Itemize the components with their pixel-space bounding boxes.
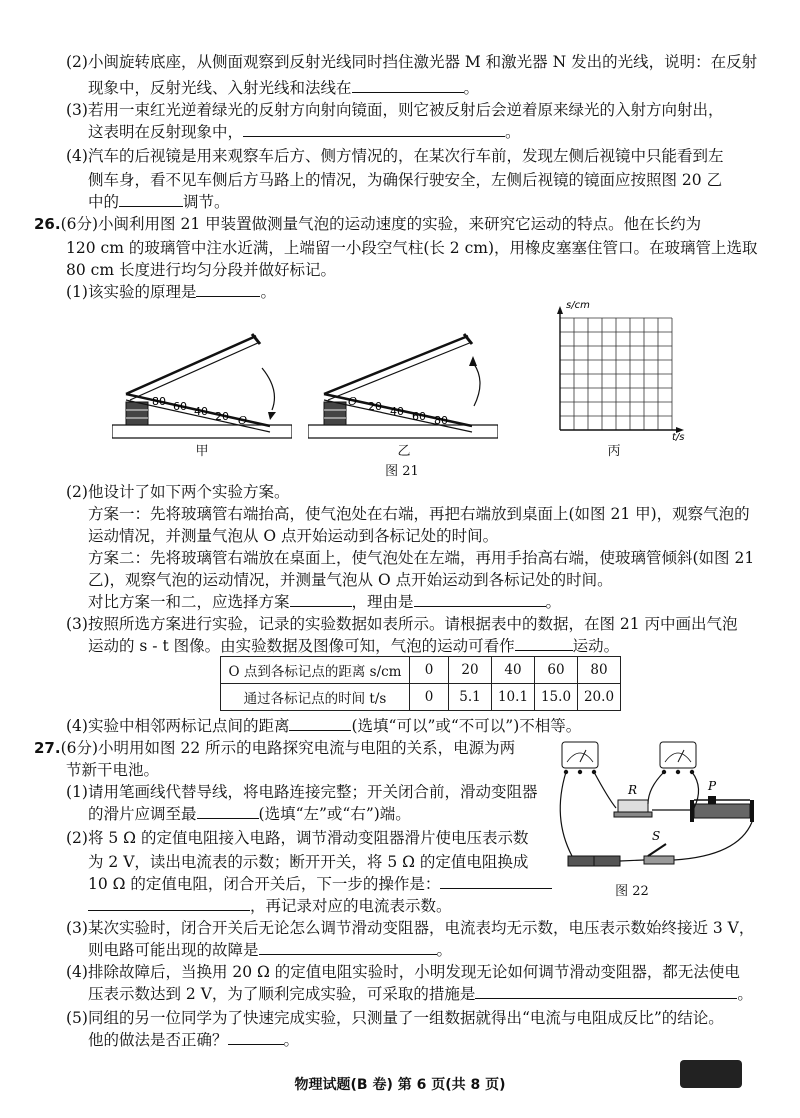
q27-p1-line1: (1)请用笔画线代替导线，将电路连接完整；开关闭合前，滑动变阻器 xyxy=(66,783,538,801)
q25-p3-text: 这表明在反射现象中， xyxy=(88,123,244,141)
q27-p4-end: 。 xyxy=(737,985,753,1003)
q26-plan1-line1: 方案一：先将玻璃管右端抬高，使气泡处在右端，再把右端放到桌面上(如图 21 甲)，观察气泡的 xyxy=(88,505,750,523)
fig-b-mark-5: 80 xyxy=(434,414,448,427)
table-cell: 5.1 xyxy=(449,684,492,711)
table-cell: 40 xyxy=(492,657,535,684)
q27-p2-line3 xyxy=(88,874,552,894)
table-cell: 20 xyxy=(449,657,492,684)
q25-p2-line1: (2)小闽旋转底座，从侧面观察到反射光线同时挡住激光器 M 和激光器 N 发出的光线，说明：在反射 xyxy=(66,53,758,71)
switch-icon xyxy=(644,844,674,864)
q26-compare-end: 。 xyxy=(545,593,562,611)
q26-p3-text: 运动的 s - t 图像。由实验数据及图像可知，气泡的运动可看作 xyxy=(88,637,515,655)
q27-p5-text: 他的做法是否正确？ xyxy=(88,1031,228,1049)
q27-p2-blank-1[interactable] xyxy=(440,874,552,889)
q26-plan1-line2: 运动情况，并测量气泡从 O 点开始运动到各标记处的时间。 xyxy=(88,527,499,545)
fig-b-mark-1: O xyxy=(348,395,358,408)
q26-p3-blank[interactable] xyxy=(515,636,573,651)
q27-p3-text: 则电路可能出现的故障是 xyxy=(88,941,259,959)
table-cell: 通过各标记点的时间 t/s xyxy=(221,684,410,711)
label-r: R xyxy=(628,783,638,797)
figure-21-c-grid xyxy=(548,298,688,442)
table-cell: 0 xyxy=(410,684,449,711)
q26-p4 xyxy=(66,716,581,736)
q25-p4-line2: 侧车身，看不见车侧后方马路上的情况，为确保行驶安全，左侧后视镜的镜面应按照图 20 乙 xyxy=(88,171,723,189)
fig-a-mark-2: 60 xyxy=(173,400,187,413)
q27-number: 27. xyxy=(34,739,61,757)
q26-p4-blank[interactable] xyxy=(289,716,351,731)
q27-p3-line1: (3)某次实验时，闭合开关后无论怎么调节滑动变阻器，电流表均无示数，电压表示数始终接近 3 V， xyxy=(66,919,755,937)
q25-p2-end: 。 xyxy=(463,79,480,97)
q26-intro-line3: 80 cm 长度进行均匀分段并做好标记。 xyxy=(66,261,336,279)
q25-p4-text: 中的 xyxy=(88,193,120,211)
table-cell: 20.0 xyxy=(578,684,621,711)
q27-p4-text: 压表示数达到 2 V，为了顺利完成实验，可采取的措施是 xyxy=(88,985,476,1003)
figure-22-circuit xyxy=(548,738,758,878)
q27-p5-blank[interactable] xyxy=(228,1030,284,1045)
q26-compare xyxy=(88,592,561,612)
q25-p3-end: 。 xyxy=(505,123,521,141)
figure-21-caption: 图 21 xyxy=(385,464,419,479)
fig-a-mark-5: O xyxy=(238,414,248,427)
q26-p3-end: 运动。 xyxy=(572,637,620,655)
q27-p5-end: 。 xyxy=(283,1031,300,1049)
page-footer: 物理试题(B 卷) 第 6 页(共 8 页) xyxy=(294,1077,506,1093)
q25-p2-text: 现象中，反射光线、入射光线和法线在 xyxy=(88,79,352,97)
q26-intro-line1 xyxy=(34,214,701,234)
graph-y-label: s/cm xyxy=(566,300,590,311)
table-cell: 15.0 xyxy=(535,684,578,711)
q26-p2-title: (2)他设计了如下两个实验方案。 xyxy=(66,483,290,501)
fig-c-label: 丙 xyxy=(607,444,621,459)
fig-b-mark-3: 40 xyxy=(390,405,404,418)
table-row xyxy=(221,657,621,684)
label-p: P xyxy=(708,779,717,793)
q27-p1-end: (选填“左”或“右”)端。 xyxy=(258,805,411,823)
q27-p2-end: ，再记录对应的电流表示数。 xyxy=(250,897,452,915)
q27-intro-line2: 节新干电池。 xyxy=(66,761,160,779)
fig-a-mark-3: 40 xyxy=(194,405,208,418)
q26-p1-text: (1)该实验的原理是 xyxy=(66,283,197,301)
graph-x-label: t/s xyxy=(672,432,685,442)
q26-compare-blank-1[interactable] xyxy=(290,592,352,607)
q25-p3-blank[interactable] xyxy=(243,122,505,137)
q25-p2-blank[interactable] xyxy=(352,78,464,93)
label-s: S xyxy=(652,829,661,843)
q25-p4-end: 调节。 xyxy=(183,193,230,211)
q26-p4-text: (4)实验中相邻两标记点间的距离 xyxy=(66,717,290,735)
q27-p5-line2 xyxy=(88,1030,299,1050)
q26-plan2-line2: 乙)，观察气泡的运动情况，并测量气泡从 O 点开始运动到各标记处的时间。 xyxy=(88,571,613,589)
ammeter-icon xyxy=(562,742,598,774)
q27-p3-end: 。 xyxy=(436,941,453,959)
q25-p4-line3 xyxy=(88,192,230,212)
fixed-resistor-icon xyxy=(614,800,652,817)
fig-a-mark-1: 80 xyxy=(152,395,166,408)
q26-compare-blank-2[interactable] xyxy=(414,592,546,607)
q27-p2-text: 10 Ω 的定值电阻，闭合开关后，下一步的操作是： xyxy=(88,875,441,893)
q26-p1-blank[interactable] xyxy=(196,282,260,297)
q26-compare-reason: ，理由是 xyxy=(351,593,414,611)
q27-p4-line2 xyxy=(88,984,753,1004)
q27-p4-blank[interactable] xyxy=(475,984,737,999)
rheostat-icon xyxy=(690,796,754,822)
q25-p2-line2 xyxy=(88,78,479,98)
q26-p3-line2 xyxy=(88,636,619,656)
voltmeter-icon xyxy=(660,742,696,774)
q27-p3-line2 xyxy=(88,940,452,960)
fig-b-mark-4: 60 xyxy=(412,410,426,423)
q26-intro1: (6分)小闽利用图 21 甲装置做测量气泡的运动速度的实验，来研究它运动的特点。他在长约为 xyxy=(60,215,702,233)
table-cell: O 点到各标记点的距离 s/cm xyxy=(221,657,410,684)
q26-data-table xyxy=(220,656,621,711)
q27-p2-line2: 为 2 V，读出电流表的示数；断开开关，将 5 Ω 的定值电阻换成 xyxy=(88,853,529,871)
q27-p1-text: 的滑片应调至最 xyxy=(88,805,197,823)
q27-intro1: (6分)小明用如图 22 所示的电路探究电流与电阻的关系，电源为两 xyxy=(60,739,516,757)
q27-p2-line4 xyxy=(88,896,452,916)
q26-p1 xyxy=(66,282,276,302)
q26-number: 26. xyxy=(34,215,61,233)
q25-p4-line1: (4)汽车的后视镜是用来观察车后方、侧方情况的，在某次行车前，发现左侧后视镜中只能看到左 xyxy=(66,147,724,165)
q27-p2-blank-2[interactable] xyxy=(88,896,250,911)
q26-p3-line1: (3)按照所选方案进行实验，记录的实验数据如表所示。请根据表中的数据，在图 21 丙中画出气泡 xyxy=(66,615,738,633)
q27-p4-line1: (4)排除故障后，当换用 20 Ω 的定值电阻实验时，小明发现无论如何调节滑动变阻器，都无法使电 xyxy=(66,963,740,981)
table-row xyxy=(221,684,621,711)
q26-p4-end: (选填“可以”或“不可以”)不相等。 xyxy=(351,717,582,735)
q25-p4-blank[interactable] xyxy=(119,192,183,207)
q26-compare-text: 对比方案一和二，应选择方案 xyxy=(88,593,290,611)
battery-icon xyxy=(568,856,620,866)
table-cell: 60 xyxy=(535,657,578,684)
q26-plan2-line1: 方案二：先将玻璃管右端放在桌面上，使气泡处在左端，再用手抬高右端，使玻璃管倾斜(如图 21 xyxy=(88,549,755,567)
table-cell: 0 xyxy=(410,657,449,684)
q25-p3-line1: (3)若用一束红光逆着绿光的反射方向射向镜面，则它被反射后会逆着原来绿光的入射方向射出， xyxy=(66,101,724,119)
table-cell: 80 xyxy=(578,657,621,684)
fig-a-label: 甲 xyxy=(195,444,209,459)
q27-p2-line1: (2)将 5 Ω 的定值电阻接入电路，调节滑动变阻器滑片使电压表示数 xyxy=(66,829,529,847)
figure-22-caption: 图 22 xyxy=(615,884,649,899)
fig-a-mark-4: 20 xyxy=(215,410,229,423)
q25-p3-line2 xyxy=(88,122,521,142)
q27-p3-blank[interactable] xyxy=(259,940,437,955)
table-cell: 10.1 xyxy=(492,684,535,711)
q26-intro-line2: 120 cm 的玻璃管中注水近满，上端留一小段空气柱(长 2 cm)，用橡皮塞塞住管口。在玻璃管上选取 xyxy=(66,239,758,257)
publisher-logo xyxy=(680,1060,742,1088)
q27-p1-line2 xyxy=(88,804,411,824)
q26-p1-end: 。 xyxy=(260,283,276,301)
q27-p5-line1: (5)同组的另一位同学为了快速完成实验，只测量了一组数据就得出“电流与电阻成反比”的结论。 xyxy=(66,1009,724,1027)
q27-intro-line1 xyxy=(34,738,515,758)
fig-b-label: 乙 xyxy=(397,444,411,459)
fig-b-mark-2: 20 xyxy=(368,400,382,413)
q27-p1-blank[interactable] xyxy=(197,804,259,819)
